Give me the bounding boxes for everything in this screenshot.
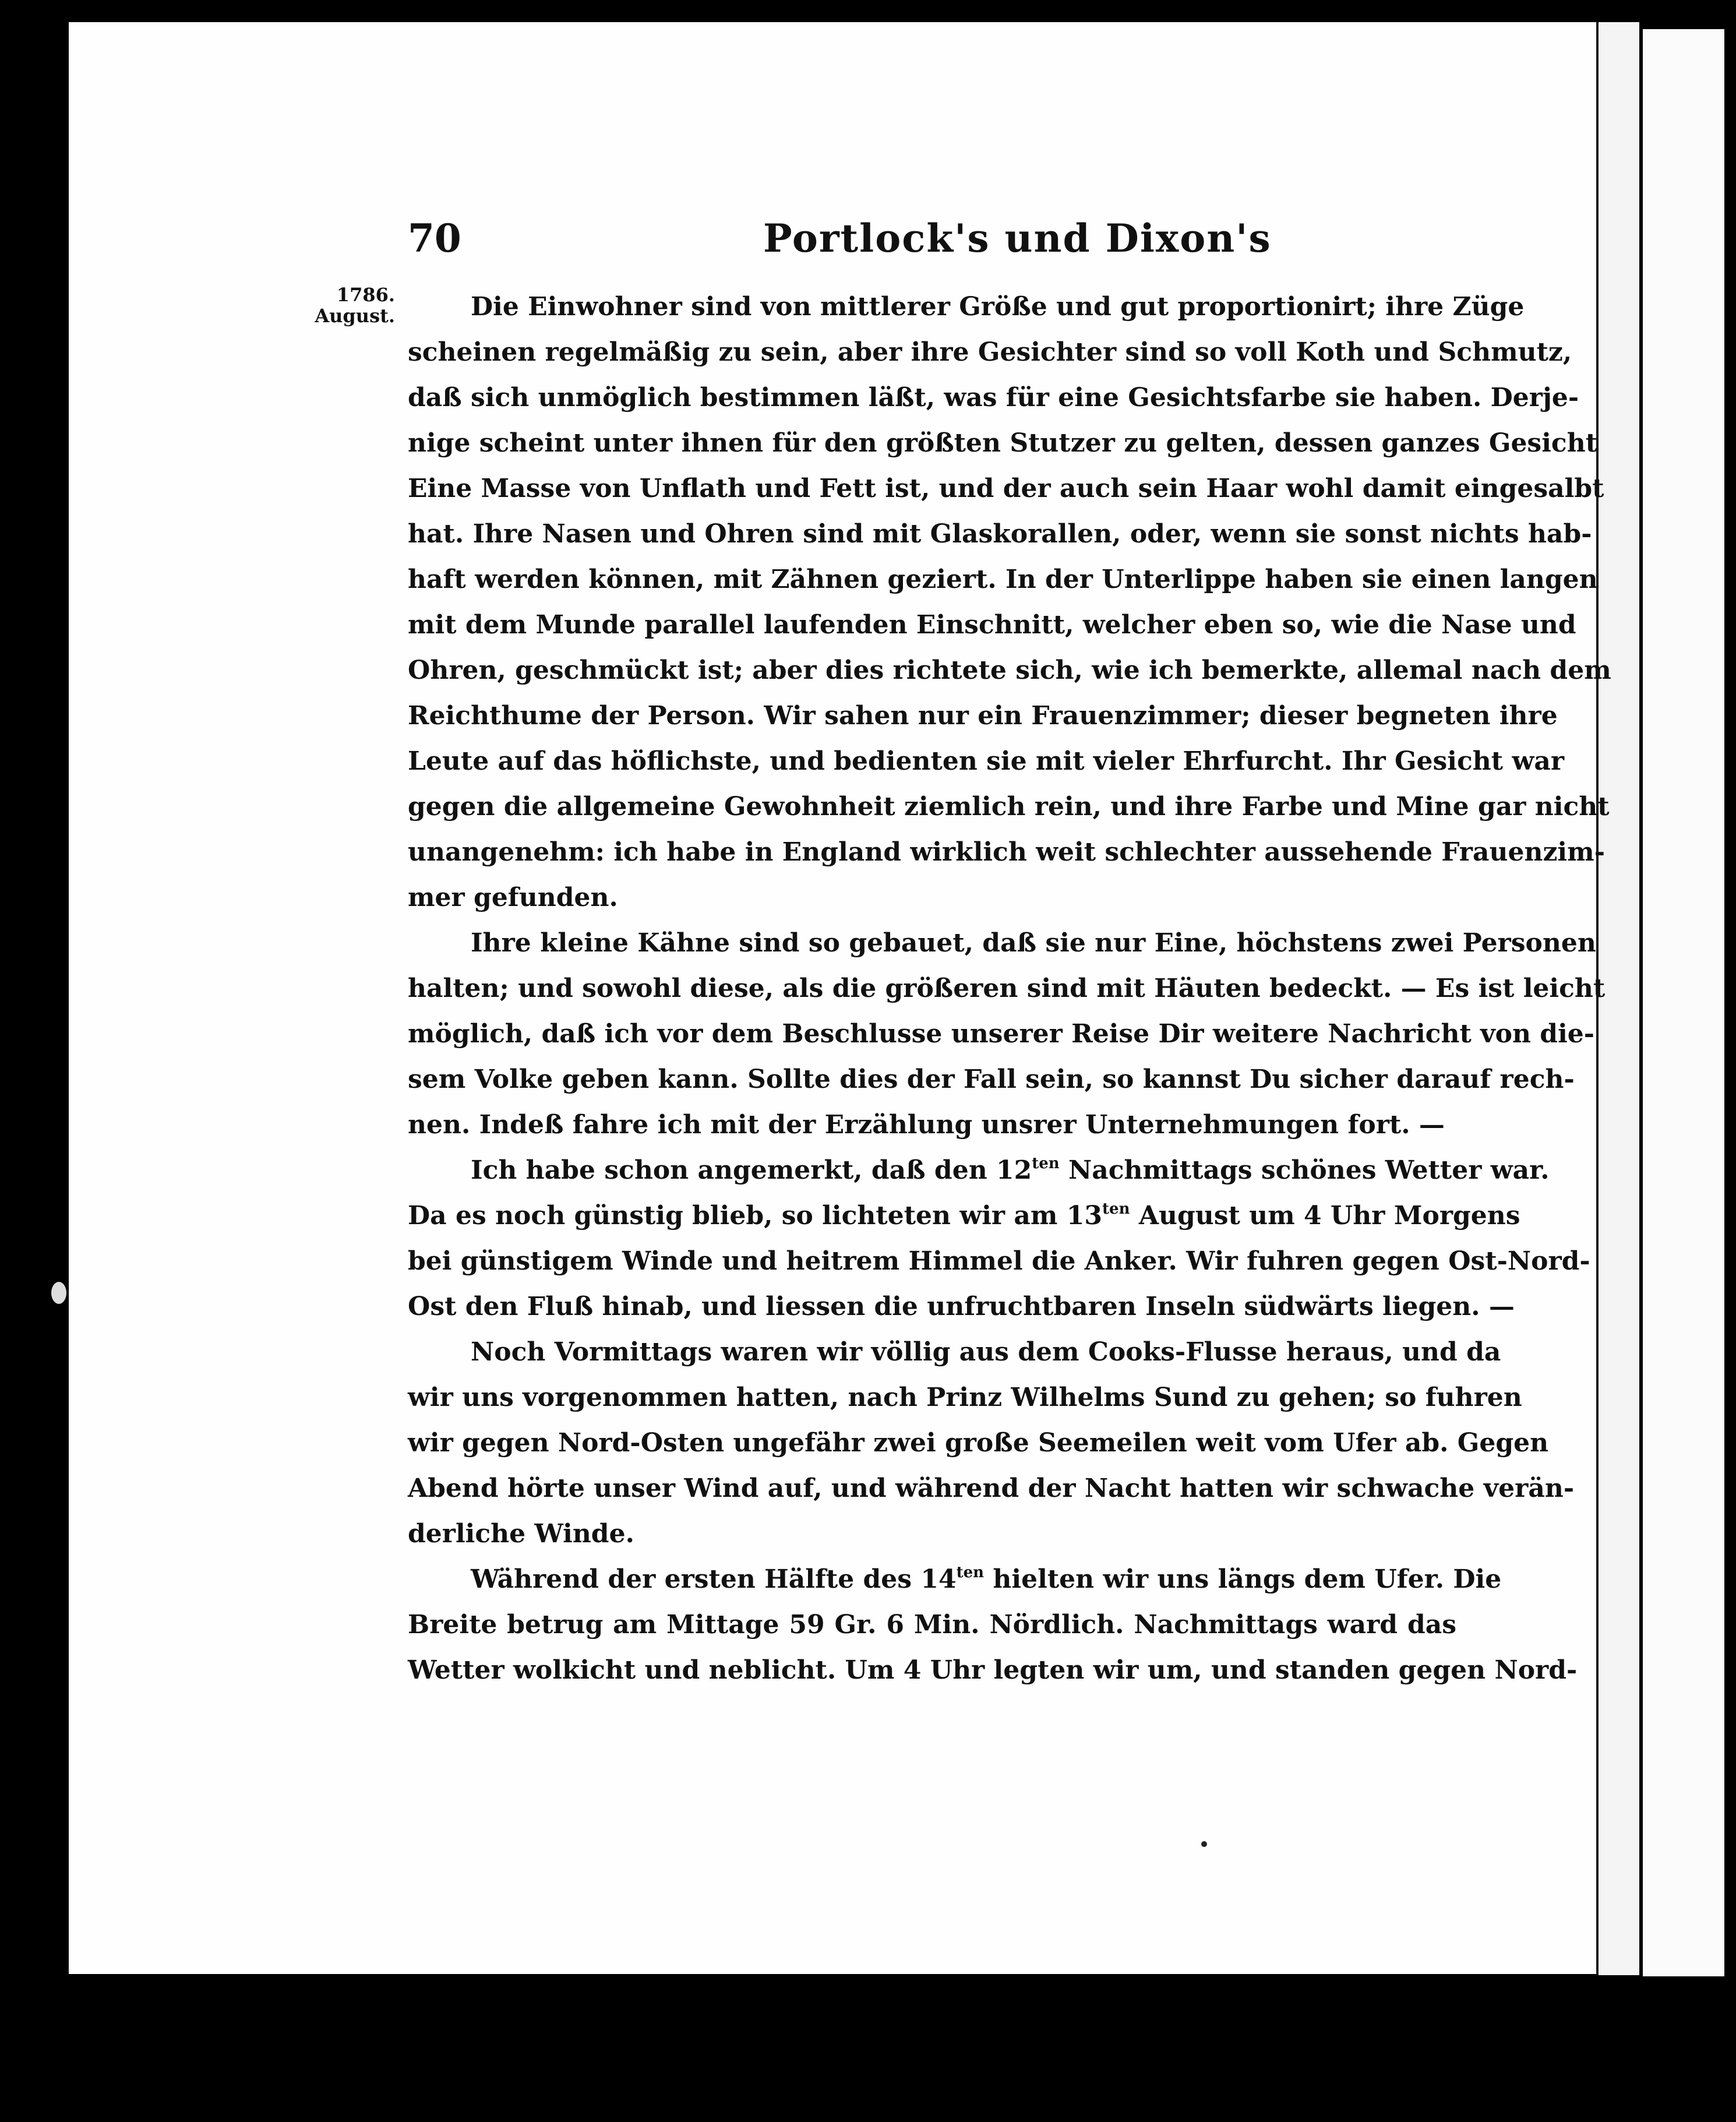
text-line bbox=[408, 602, 1576, 648]
text-line bbox=[408, 693, 1558, 739]
line-text: Noch Vormittags waren wir völlig aus dem Cooks-Flusse heraus, und da bbox=[471, 1337, 1501, 1367]
text-line bbox=[408, 1602, 1456, 1648]
line-text: wir gegen Nord-Osten ungefähr zwei große Seemeilen weit vom Ufer ab. Gegen bbox=[408, 1428, 1549, 1458]
text-line bbox=[408, 421, 1598, 466]
text-line bbox=[408, 1330, 1501, 1375]
text-line bbox=[408, 1148, 1550, 1193]
body-text bbox=[408, 284, 1611, 1693]
line-text: Reichthume der Person. Wir sahen nur ein Frauenzimmer; dieser begneten ihre bbox=[408, 701, 1558, 731]
text-line bbox=[408, 1648, 1578, 1693]
line-text: Ihre kleine Kähne sind so gebauet, daß sie nur Eine, höchstens zwei Personen bbox=[471, 928, 1596, 958]
margin-note-month: August. bbox=[315, 305, 395, 327]
line-text: Da es noch günstig blieb, so lichteten wir am 13 bbox=[408, 1201, 1103, 1231]
margin-note bbox=[308, 284, 395, 326]
facing-page-edge bbox=[1643, 29, 1724, 1976]
text-line bbox=[408, 784, 1610, 830]
line-text: Eine Masse von Unflath und Fett ist, und der auch sein Haar wohl damit eingesalbt bbox=[408, 474, 1604, 503]
text-line bbox=[408, 466, 1604, 512]
text-line bbox=[408, 875, 1456, 921]
line-text: möglich, daß ich vor dem Beschlusse unserer Reise Dir weitere Nachricht von die- bbox=[408, 1019, 1595, 1049]
text-line bbox=[408, 1193, 1520, 1239]
line-text: Die Einwohner sind von mittlerer Größe und gut proportionirt; ihre Züge bbox=[471, 292, 1525, 322]
line-text: wir uns vorgenommen hatten, nach Prinz Wilhelms Sund zu gehen; so fuhren bbox=[408, 1383, 1522, 1412]
superscript: ten bbox=[956, 1564, 985, 1581]
line-text: Während der ersten Hälfte des 14 bbox=[471, 1564, 957, 1594]
line-text: unangenehm: ich habe in England wirklich weit schlechter aussehende Frauenzim- bbox=[408, 837, 1605, 867]
text-line bbox=[408, 830, 1605, 875]
text-line bbox=[408, 1102, 1456, 1148]
line-text: bei günstigem Winde und heitrem Himmel die Anker. Wir fuhren gegen Ost-Nord- bbox=[408, 1246, 1590, 1276]
line-text-after: hielten wir uns längs dem Ufer. Die bbox=[984, 1564, 1502, 1594]
page-title: Portlock's und Dixon's bbox=[763, 216, 1272, 261]
line-text: derliche Winde. bbox=[408, 1519, 634, 1549]
text-line bbox=[408, 512, 1592, 557]
text-line bbox=[408, 1557, 1502, 1602]
line-text: Wetter wolkicht und neblicht. Um 4 Uhr legten wir um, und standen gegen Nord- bbox=[408, 1655, 1578, 1685]
line-text: mer gefunden. bbox=[408, 883, 618, 912]
text-line bbox=[408, 739, 1565, 784]
text-line bbox=[408, 1057, 1575, 1102]
line-text: Leute auf das höflichste, und bedienten sie mit vieler Ehrfurcht. Ihr Gesicht war bbox=[408, 746, 1565, 776]
page-number: 70 bbox=[408, 216, 461, 261]
page-speck bbox=[1201, 1841, 1207, 1847]
line-text: halten; und sowohl diese, als die größeren sind mit Häuten bedeckt. — Es ist leicht bbox=[408, 974, 1606, 1003]
line-text: mit dem Munde parallel laufenden Einschnitt, welcher eben so, wie die Nase und bbox=[408, 610, 1576, 640]
line-text-after: August um 4 Uhr Morgens bbox=[1130, 1201, 1520, 1231]
text-line bbox=[408, 1375, 1522, 1420]
line-text: sem Volke geben kann. Sollte dies der Fall sein, so kannst Du sicher darauf rech- bbox=[408, 1064, 1575, 1094]
line-text: Ost den Fluß hinab, und liessen die unfruchtbaren Inseln südwärts liegen. — bbox=[408, 1292, 1515, 1321]
line-text: Ohren, geschmückt ist; aber dies richtete sich, wie ich bemerkte, allemal nach dem bbox=[408, 655, 1611, 685]
text-line bbox=[408, 284, 1525, 330]
text-line bbox=[408, 1011, 1595, 1057]
line-text: haft werden können, mit Zähnen geziert. In der Unterlippe haben sie einen langen bbox=[408, 565, 1598, 594]
text-line bbox=[408, 375, 1579, 421]
line-text: scheinen regelmäßig zu sein, aber ihre Gesichter sind so voll Koth und Schmutz, bbox=[408, 337, 1572, 367]
superscript: ten bbox=[1032, 1155, 1060, 1172]
line-text-after: Nachmittags schönes Wetter war. bbox=[1059, 1155, 1550, 1185]
superscript: ten bbox=[1102, 1200, 1130, 1218]
line-text: daß sich unmöglich bestimmen läßt, was für eine Gesichtsfarbe sie haben. Derje- bbox=[408, 383, 1579, 413]
text-line bbox=[408, 1466, 1575, 1511]
margin-speck bbox=[51, 1282, 66, 1304]
text-line bbox=[408, 1420, 1549, 1466]
margin-note-year: 1786. bbox=[336, 284, 395, 306]
text-line bbox=[408, 1511, 1456, 1557]
line-text: Ich habe schon angemerkt, daß den 12 bbox=[471, 1155, 1032, 1185]
running-head bbox=[408, 216, 1456, 274]
text-line bbox=[408, 330, 1572, 375]
text-line bbox=[408, 648, 1611, 693]
line-text: nige scheint unter ihnen für den größten Stutzer zu gelten, dessen ganzes Gesicht bbox=[408, 428, 1598, 458]
line-text: gegen die allgemeine Gewohnheit ziemlich rein, und ihre Farbe und Mine gar nicht bbox=[408, 792, 1610, 822]
line-text: Breite betrug am Mittage 59 Gr. 6 Min. Nördlich. Nachmittags ward das bbox=[408, 1610, 1456, 1640]
text-line bbox=[408, 557, 1598, 602]
text-line bbox=[408, 1284, 1515, 1330]
text-line bbox=[408, 921, 1596, 966]
line-text: nen. Indeß fahre ich mit der Erzählung unsrer Unternehmungen fort. — bbox=[408, 1110, 1445, 1140]
line-text: Abend hörte unser Wind auf, und während der Nacht hatten wir schwache verän- bbox=[408, 1474, 1575, 1503]
line-text: hat. Ihre Nasen und Ohren sind mit Glaskorallen, oder, wenn sie sonst nichts hab- bbox=[408, 519, 1592, 549]
text-line bbox=[408, 1239, 1590, 1284]
text-line bbox=[408, 966, 1606, 1011]
